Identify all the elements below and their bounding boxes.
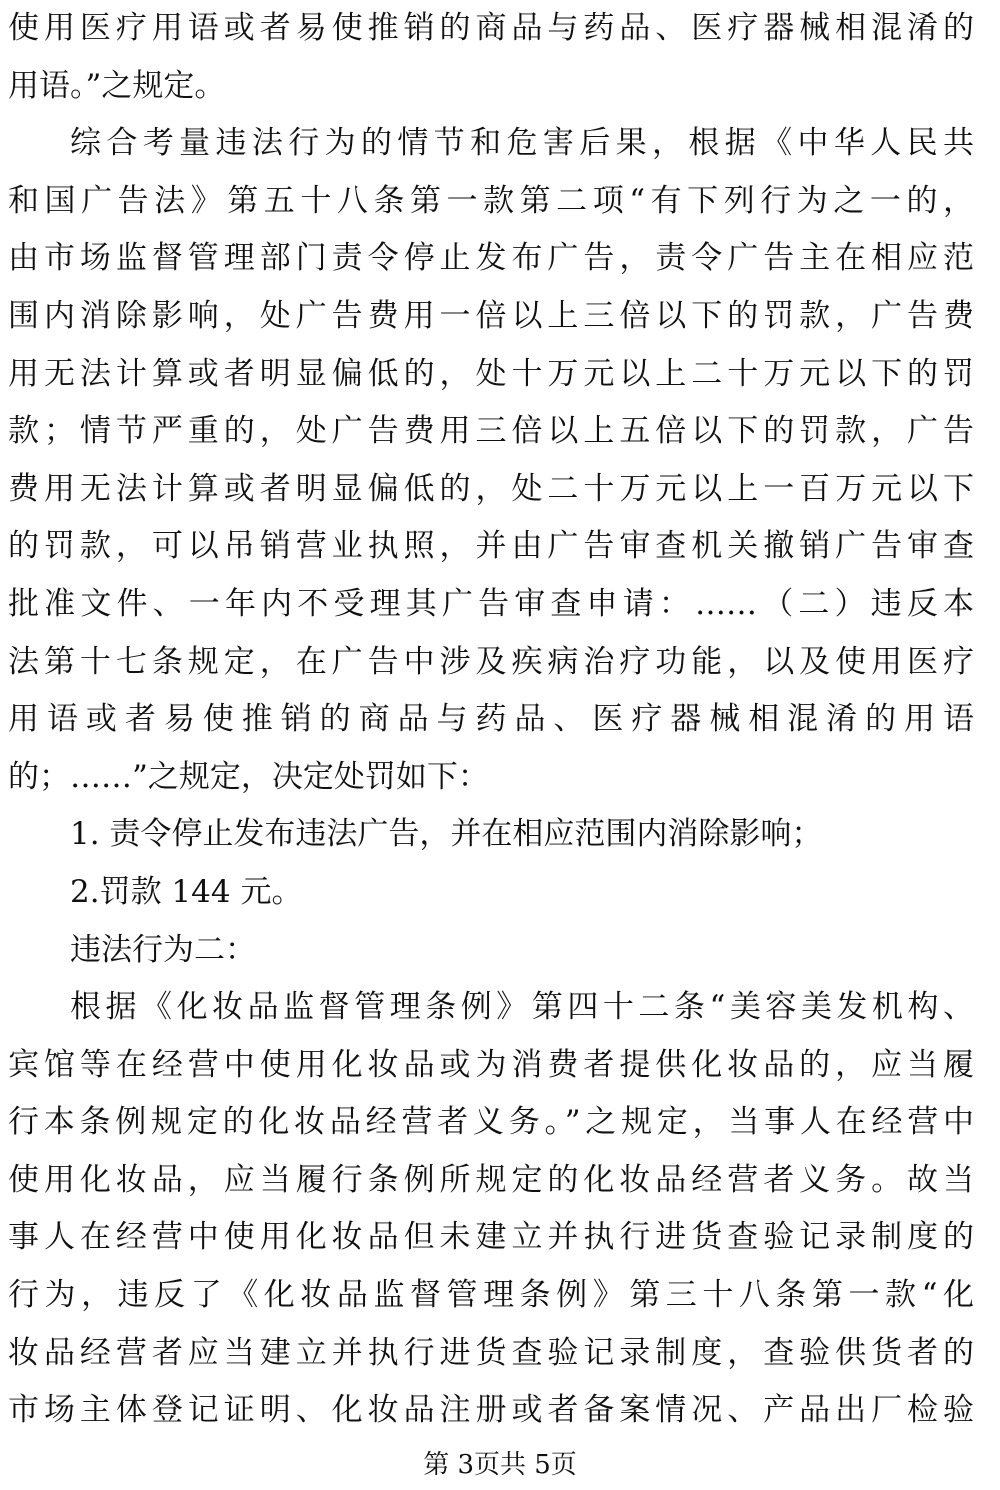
text-line: 市场主体登记证明、化妆品注册或者备案情况、产品出厂检验 [8,1392,974,1429]
text-line: 事人在经营中使用化妆品但未建立并执行进货查验记录制度的 [8,1219,974,1256]
text-line: 综合考量违法行为的情节和危害后果，根据《中华人民共 [70,125,974,162]
text-line: 款；情节严重的，处广告费用三倍以上五倍以下的罚款，广告 [8,413,974,450]
text-line: 违法行为二： [70,931,256,968]
text-line: 法第十七条规定，在广告中涉及疾病治疗功能，以及使用医疗 [8,643,974,680]
text-line: 和国广告法》第五十八条第一款第二项“有下列行为之一的， [8,182,974,219]
text-line: 行为，违反了《化妆品监督管理条例》第三十八条第一款“化 [8,1277,974,1314]
text-line: 用无法计算或者明显偏低的，处十万元以上二十万元以下的罚 [8,355,974,392]
text-line: 1. 责令停止发布违法广告，并在相应范围内消除影响； [70,816,823,853]
text-line: 的罚款，可以吊销营业执照，并由广告审查机关撤销广告审查 [8,528,974,565]
text-line: 批准文件、一年内不受理其广告审查申请：……（二）违反本 [8,585,974,622]
text-line: 用语或者易使推销的商品与药品、医疗器械相混淆的用语 [8,701,974,738]
page-footer: 第 3页共 5页 [423,1450,577,1480]
text-line: 行本条例规定的化妆品经营者义务。”之规定，当事人在经营中 [8,1104,974,1141]
text-line: 费用无法计算或者明显偏低的，处二十万元以上一百万元以下 [8,470,974,507]
text-line: 围内消除影响，处广告费用一倍以上三倍以下的罚款，广告费 [8,297,974,334]
text-line: 根据《化妆品监督管理条例》第四十二条“美容美发机构、 [70,989,974,1026]
text-line: 妆品经营者应当建立并执行进货查验记录制度，查验供货者的 [8,1334,974,1371]
text-line: 的；……”之规定，决定处罚如下： [8,758,489,795]
text-line: 2.罚款 144 元。 [70,873,303,910]
text-line: 使用医疗用语或者易使推销的商品与药品、医疗器械相混淆的 [8,10,974,46]
text-line: 由市场监督管理部门责令停止发布广告，责令广告主在相应范 [8,240,974,277]
text-line: 宾馆等在经营中使用化妆品或为消费者提供化妆品的，应当履 [8,1046,974,1083]
text-line: 使用化妆品，应当履行条例所规定的化妆品经营者义务。故当 [8,1161,974,1198]
text-line: 用语。”之规定。 [8,67,226,104]
document-page [8,0,974,1440]
